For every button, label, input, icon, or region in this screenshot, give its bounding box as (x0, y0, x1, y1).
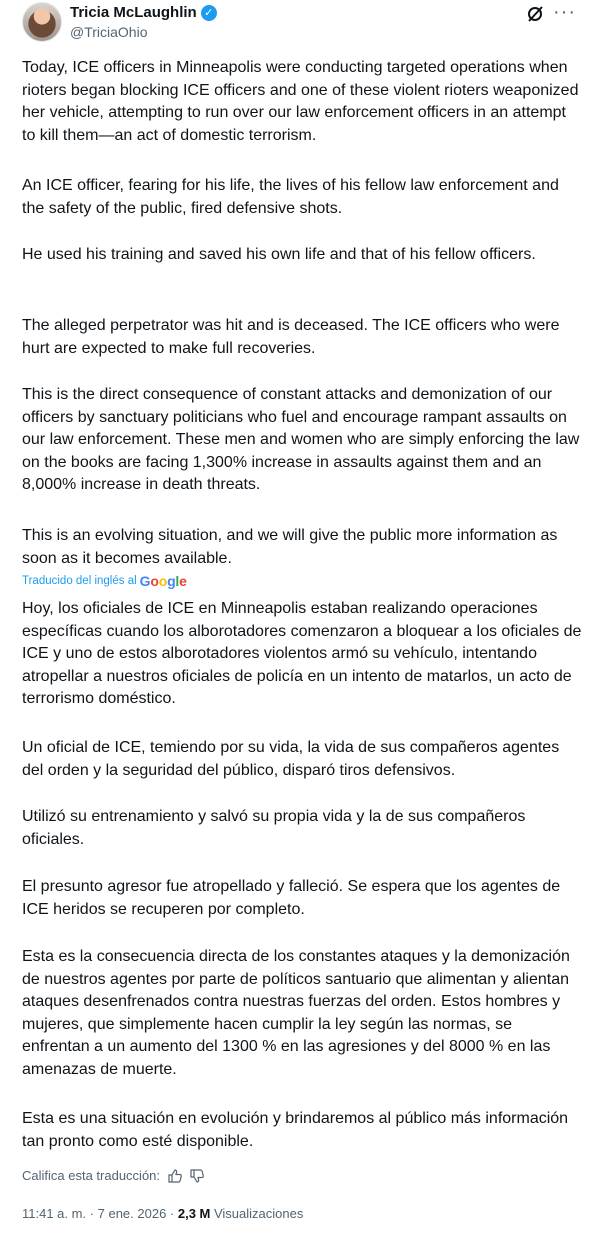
tweet-meta (22, 1206, 303, 1221)
author-name-row (70, 4, 217, 21)
google-logo: Google (139, 573, 187, 589)
tweet-paragraph: He used his training and saved his own life and that of his fellow officers. (22, 246, 536, 263)
translation-notice[interactable] (22, 573, 187, 589)
translation-notice-label: Traducido del inglés al (22, 575, 137, 587)
tweet-paragraph: The alleged perpetrator was hit and is deceased. The ICE officers who were hurt are expected to make full recoveries. (22, 317, 560, 357)
thumbs-up-icon[interactable] (168, 1169, 182, 1183)
timestamp[interactable]: 11:41 a. m. · 7 ene. 2026 · (22, 1206, 178, 1221)
tweet-paragraph: Today, ICE officers in Minneapolis were conducting targeted operations when rioters began blocking ICE officers and one of these violent rioters weaponized her vehicle, attempting to run over our law enforcement officers in an attempt to kill them—an act of domestic terrorism. (22, 59, 579, 144)
tweet-paragraph: This is an evolving situation, and we will give the public more information as soon as it becomes available. (22, 527, 558, 567)
translated-paragraph: Utilizó su entrenamiento y salvó su propia vida y la de sus compañeros oficiales. (22, 808, 526, 848)
rate-translation-label: Califica esta traducción: (22, 1168, 161, 1183)
tweet-paragraph: This is the direct consequence of constant attacks and demonization of our officers by sanctuary politicians who fuel and encourage rampant assaults on our law enforcement. These men and women who are simply enforcing the law on the books are facing 1,300% increase in assaults against them and an 8,000% increase in death threats. (22, 386, 580, 493)
views-label: Visualizaciones (210, 1206, 304, 1221)
verified-badge-icon[interactable]: ✓ (201, 5, 217, 21)
tweet-paragraph: An ICE officer, fearing for his life, the lives of his fellow law enforcement and the safety of the public, fired defensive shots. (22, 177, 559, 217)
more-icon[interactable]: ··· (553, 1, 576, 23)
thumbs-down-icon[interactable] (190, 1169, 204, 1183)
author-handle[interactable]: @TriciaOhio (70, 24, 148, 40)
avatar[interactable] (22, 2, 62, 42)
translated-paragraph: El presunto agresor fue atropellado y falleció. Se espera que los agentes de ICE heridos se recuperen por completo. (22, 878, 561, 918)
translated-paragraph: Esta es la consecuencia directa de los constantes ataques y la demonización de nuestros agentes por parte de políticos santuario que alimentan y alientan ataques desenfrenados contra nuestras fuerzas del orden. Estos hombres y mujeres, que simplemente hacen cumplir la ley según las normas, se enfrentan a un aumento del 1300 % en las agresiones y del 8000 % en las amenazas de muerte. (22, 948, 570, 1078)
translated-paragraph: Hoy, los oficiales de ICE en Minneapolis estaban realizando operaciones específicas cuando los alborotadores comenzaron a bloquear a los oficiales de ICE y uno de estos alborotadores violentos armó su vehículo, intentando atropellar a nuestros oficiales de policía en un intento de matarlos, un acto de terrorismo doméstico. (22, 600, 582, 707)
display-name[interactable]: Tricia McLaughlin (70, 4, 197, 21)
grok-icon[interactable] (525, 4, 545, 24)
translated-paragraph: Esta es una situación en evolución y brindaremos al público más información tan pronto como esté disponible. (22, 1110, 569, 1150)
translated-paragraph: Un oficial de ICE, temiendo por su vida, la vida de sus compañeros agentes del orden y la seguridad del público, disparó tiros defensivos. (22, 739, 560, 779)
rate-translation-row (22, 1168, 204, 1183)
views-count: 2,3 M (177, 1206, 211, 1221)
